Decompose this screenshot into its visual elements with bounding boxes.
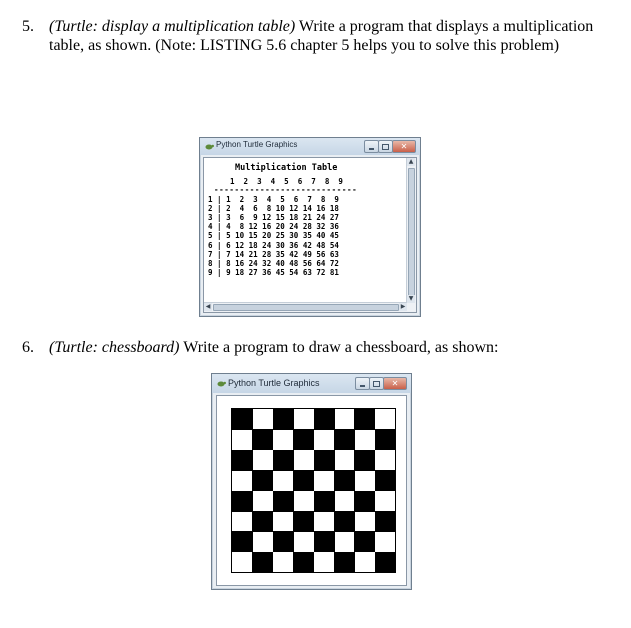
dark-square — [293, 429, 314, 450]
problem-text — [49, 338, 498, 357]
table-row — [208, 223, 339, 231]
vertical-scroll-thumb[interactable] — [408, 168, 415, 298]
dark-square — [232, 450, 253, 471]
dark-square — [314, 450, 335, 471]
scroll-left-arrow-icon[interactable]: ◀ — [205, 303, 211, 310]
maximize-button[interactable] — [369, 377, 384, 390]
dark-square — [232, 409, 253, 430]
row-divider: | — [212, 231, 227, 241]
dark-square — [354, 409, 375, 430]
table-row — [208, 196, 339, 204]
window-titlebar[interactable] — [200, 138, 420, 155]
window-title: Python Turtle Graphics — [216, 140, 298, 149]
dark-square — [334, 511, 355, 532]
dark-square — [354, 531, 375, 552]
dark-square — [354, 491, 375, 512]
row-label: 2 — [208, 204, 213, 214]
table-row — [208, 242, 339, 250]
dark-square — [334, 552, 355, 573]
table-row — [208, 205, 339, 213]
dark-square — [273, 531, 294, 552]
row-values: 9 18 27 36 45 54 63 72 81 — [226, 267, 339, 277]
problem-description: Write a program that displays a multiplication table, as shown. (Note: LISTING 5.6 chapter 5 helps you to solve this problem) — [49, 18, 594, 54]
horizontal-scrollbar[interactable] — [204, 302, 407, 312]
table-separator: ---------------------------- — [214, 185, 358, 194]
dark-square — [252, 429, 273, 450]
table-title: Multiplication Table — [235, 163, 338, 173]
maximize-button[interactable] — [378, 140, 393, 153]
dark-square — [375, 429, 396, 450]
vertical-scrollbar[interactable] — [406, 158, 416, 312]
table-row — [208, 251, 339, 259]
row-label: 6 — [208, 240, 213, 250]
chessboard-window — [211, 373, 412, 590]
maximize-icon — [373, 381, 380, 387]
dark-square — [252, 511, 273, 532]
table-header-row: 1 2 3 4 5 6 7 8 9 — [230, 177, 343, 186]
scroll-down-arrow-icon[interactable]: ▼ — [408, 295, 414, 302]
horizontal-scroll-thumb[interactable] — [213, 304, 399, 311]
minimize-button[interactable] — [355, 377, 370, 390]
dark-square — [252, 470, 273, 491]
dark-square — [375, 470, 396, 491]
row-label: 3 — [208, 213, 213, 223]
row-values: 7 14 21 28 35 42 49 56 63 — [226, 249, 339, 259]
row-label: 1 — [208, 195, 213, 204]
minimize-button[interactable] — [364, 140, 379, 153]
window-controls — [365, 140, 416, 152]
row-label: 5 — [208, 231, 213, 241]
chessboard — [231, 408, 396, 573]
dark-square — [293, 552, 314, 573]
minimize-icon — [369, 148, 374, 150]
row-values: 2 4 6 8 10 12 14 16 18 — [226, 204, 339, 214]
close-icon: ✕ — [391, 378, 399, 388]
dark-square — [334, 429, 355, 450]
multiplication-table-window — [199, 137, 421, 317]
row-divider: | — [212, 240, 227, 250]
row-values: 8 16 24 32 40 48 56 64 72 — [226, 258, 339, 268]
dark-square — [273, 491, 294, 512]
row-label: 7 — [208, 249, 213, 259]
row-values: 5 10 15 20 25 30 35 40 45 — [226, 231, 339, 241]
dark-square — [293, 511, 314, 532]
problem-description: Write a program to draw a chessboard, as shown: — [179, 339, 499, 356]
dark-square — [375, 552, 396, 573]
dark-square — [314, 491, 335, 512]
row-values: 6 12 18 24 30 36 42 48 54 — [226, 240, 339, 250]
turtle-app-icon — [216, 378, 226, 388]
row-divider: | — [212, 267, 227, 277]
row-divider: | — [212, 195, 227, 204]
dark-square — [252, 552, 273, 573]
row-values: 4 8 12 16 20 24 28 32 36 — [226, 222, 339, 232]
problem-number: 6. — [22, 339, 34, 356]
maximize-icon — [382, 144, 389, 150]
problem-text — [49, 17, 624, 55]
table-row — [208, 260, 339, 268]
dark-square — [273, 450, 294, 471]
row-divider: | — [212, 249, 227, 259]
scroll-up-arrow-icon[interactable]: ▲ — [408, 158, 414, 165]
table-row — [208, 232, 339, 240]
scroll-right-arrow-icon[interactable]: ▶ — [400, 303, 406, 310]
problem-number: 5. — [22, 18, 34, 35]
close-button[interactable] — [383, 377, 407, 390]
turtle-app-icon — [204, 141, 214, 151]
dark-square — [293, 470, 314, 491]
row-divider: | — [212, 204, 227, 214]
dark-square — [334, 470, 355, 491]
minimize-icon — [360, 385, 365, 387]
dark-square — [375, 511, 396, 532]
dark-square — [232, 491, 253, 512]
row-divider: | — [212, 222, 227, 232]
dark-square — [314, 531, 335, 552]
problem-title: (Turtle: display a multiplication table) — [49, 18, 296, 35]
row-divider: | — [212, 258, 227, 268]
dark-square — [232, 531, 253, 552]
turtle-canvas[interactable] — [203, 157, 417, 313]
window-controls — [356, 377, 407, 389]
row-divider: | — [212, 213, 227, 223]
window-title: Python Turtle Graphics — [228, 378, 320, 388]
close-button[interactable] — [392, 140, 416, 153]
close-icon: ✕ — [400, 141, 408, 151]
window-titlebar[interactable] — [212, 374, 411, 393]
row-values: 3 6 9 12 15 18 21 24 27 — [226, 213, 339, 223]
dark-square — [314, 409, 335, 430]
row-label: 9 — [208, 267, 213, 277]
row-label: 8 — [208, 258, 213, 268]
table-row — [208, 214, 339, 222]
row-label: 4 — [208, 222, 213, 232]
row-values: 1 2 3 4 5 6 7 8 9 — [226, 195, 339, 204]
turtle-canvas[interactable] — [216, 395, 407, 586]
dark-square — [354, 450, 375, 471]
dark-square — [273, 409, 294, 430]
problem-title: (Turtle: chessboard) — [49, 339, 180, 356]
table-row — [208, 269, 339, 277]
